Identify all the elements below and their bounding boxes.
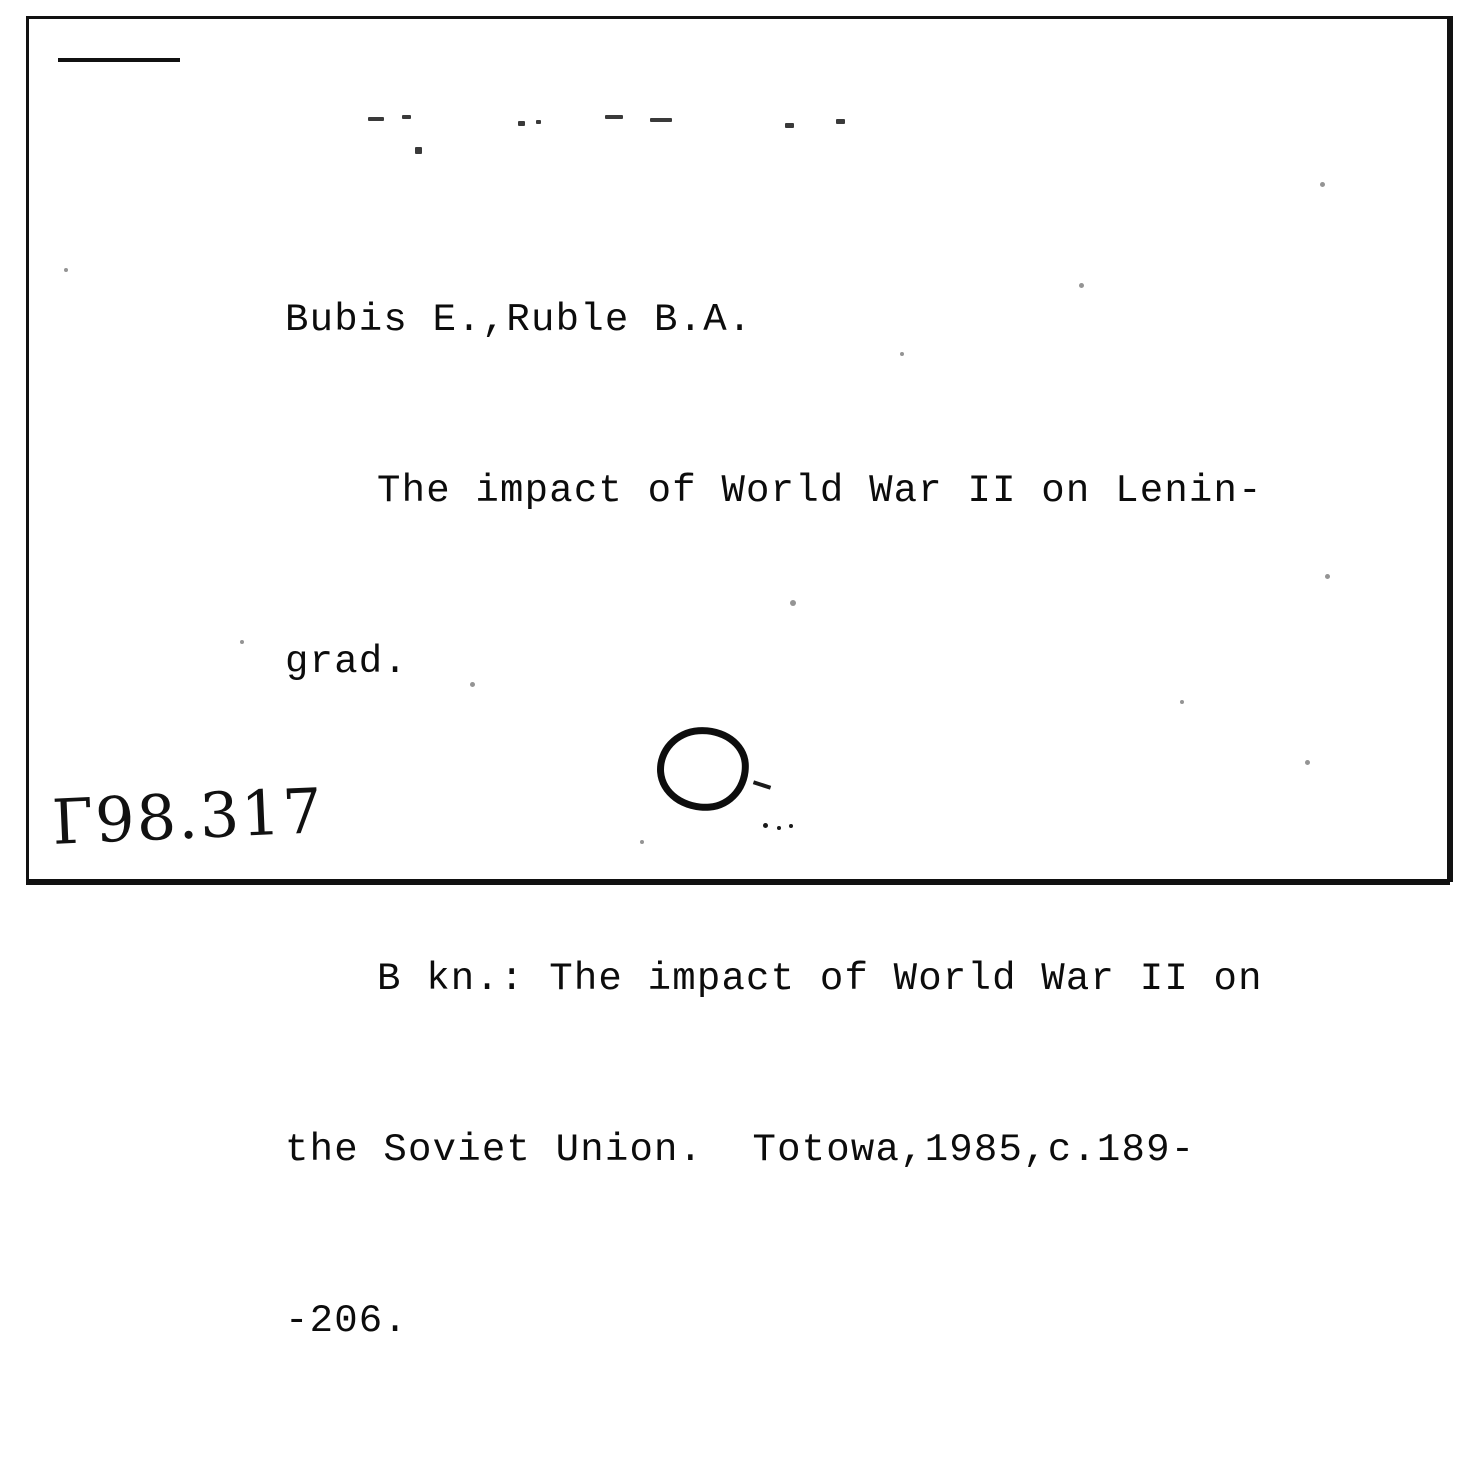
- paragraph-gap: [285, 805, 1465, 837]
- stray-speck: [368, 117, 384, 121]
- ink-stamp-dot: [777, 826, 781, 830]
- author-line: Bubis E.,Ruble B.A.: [285, 298, 753, 342]
- scan-dust-speck: [790, 600, 796, 606]
- stray-speck: [415, 147, 422, 154]
- stray-speck: [536, 120, 541, 124]
- ink-stamp-ring: [654, 724, 752, 814]
- ink-stamp-icon: [657, 727, 753, 815]
- shelfmark-handwriting: Г98.317: [50, 774, 326, 859]
- scan-dust-speck: [640, 840, 644, 844]
- stray-speck: [836, 119, 845, 124]
- ink-stamp-dot: [789, 824, 793, 828]
- stray-typed-specks: [350, 105, 870, 145]
- scan-dust-speck: [1325, 574, 1330, 579]
- stray-speck: [402, 115, 411, 119]
- stray-speck: [785, 123, 794, 128]
- source-line-2: the Soviet Union. Totowa,1985,c.189-: [285, 1128, 1196, 1172]
- title-line-1-text: The impact of World War II on Lenin-: [377, 469, 1263, 513]
- scan-dust-speck: [470, 682, 475, 687]
- scan-dust-speck: [1305, 760, 1310, 765]
- typed-text-block: [285, 178, 1465, 1464]
- stray-speck: [605, 115, 623, 119]
- source-line-1: [285, 951, 1465, 1008]
- scan-dust-speck: [900, 352, 904, 356]
- ink-stamp-dot: [763, 823, 768, 828]
- source-line-3: -206.: [285, 1299, 409, 1343]
- scan-dust-speck: [1079, 283, 1084, 288]
- ink-stamp-dots: [763, 823, 803, 833]
- title-line-1: [285, 463, 1465, 520]
- source-line-1-text: B kn.: The impact of World War II on: [377, 957, 1263, 1001]
- top-dash-mark: [58, 58, 180, 62]
- scan-dust-speck: [64, 268, 68, 272]
- title-line-2: grad.: [285, 640, 409, 684]
- scan-dust-speck: [240, 640, 244, 644]
- scan-dust-speck: [1320, 182, 1325, 187]
- stray-speck: [650, 118, 672, 122]
- scan-dust-speck: [1180, 700, 1184, 704]
- stray-speck: [518, 121, 525, 126]
